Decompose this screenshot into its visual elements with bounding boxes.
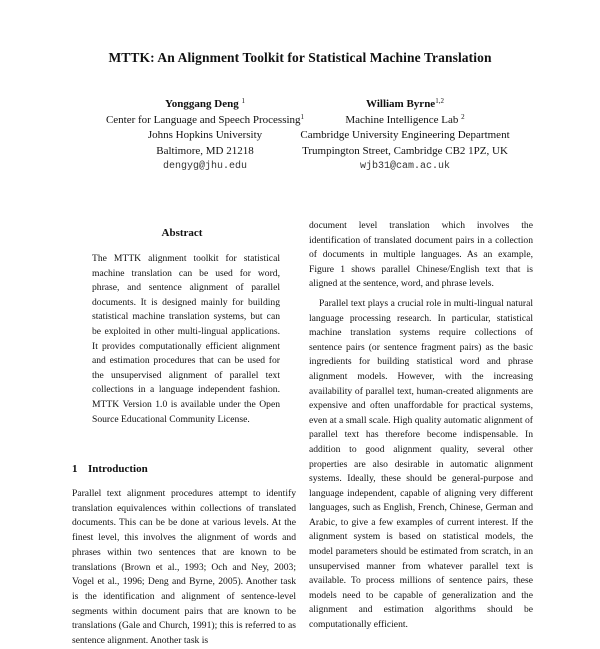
affiliation-superscript: 2 bbox=[461, 112, 465, 121]
section-number: 1 bbox=[72, 463, 78, 475]
author-affiliation: Center for Language and Speech Processing bbox=[105, 113, 301, 126]
author-address: Trumpington Street, Cambridge CB2 1PZ, UK bbox=[302, 144, 508, 157]
right-column-paragraph-1: document level translation which involves the identification of translated document pairs in a collection of documents in multiple languages. As an example, Figure 1 shows parallel Chinese/English text that is aligned at the sentence, word, and phrase levels. bbox=[309, 220, 533, 290]
author-superscript: 1,2 bbox=[435, 97, 444, 105]
author-email[interactable]: wjb31@cam.ac.uk bbox=[359, 161, 450, 172]
paper-title: MTTK: An Alignment Toolkit for Statistical Machine Translation bbox=[108, 50, 492, 65]
author-superscript: 1 bbox=[241, 97, 245, 105]
author-address: Baltimore, MD 21218 bbox=[156, 144, 254, 157]
section-heading-introduction bbox=[72, 463, 148, 475]
author-block-byrne bbox=[285, 97, 525, 175]
author-name: Yonggang Deng bbox=[165, 98, 239, 110]
introduction-text bbox=[72, 487, 296, 647]
abstract-paragraph: The MTTK alignment toolkit for statistical machine translation can be used for word, phrase, and sentence alignment of parallel documents. It is designed mainly for building statistical machine translation systems, but can be exploited in other multi-lingual applications. It provides computationally efficient alignment and estimation procedures that can be used for the unsupervised alignment of parallel text collections in a language independent fashion. MTTK Version 1.0 is available under the Open Source Educational Community License. bbox=[92, 253, 280, 425]
author-institution: Johns Hopkins University bbox=[147, 129, 263, 141]
section-title: Introduction bbox=[88, 463, 148, 475]
introduction-paragraph: Parallel text alignment procedures attempt to identify translation equivalences within collections of translated documents. This can be be done at various levels. At the finest level, this involves the alignment of words and phrases within two sentences that are known to be translations (Brown et al., 1993; Och and Ney, 2003; Vogel et al., 1996; Deng and Byrne, 2005). Another task is the identification and alignment of sentence-level segments within document pairs that are known to be translations (Gale and Church, 1991); this is referred to as sentence alignment. Another task is bbox=[72, 488, 296, 647]
author-affiliation: Machine Intelligence Lab bbox=[345, 113, 459, 126]
abstract-heading: Abstract bbox=[161, 227, 203, 239]
right-column-paragraph-2: Parallel text plays a crucial role in multi-lingual natural language processing research. In particular, statistical machine translation systems require collections of sentence pairs (or sentence fragment pairs) as the basic ingredients for building statistical word and phrase alignment models. However, with the increasing availability of parallel text, human-created alignments are expensive and often unaffordable for practical systems, even at a small scale. High quality automatic alignment of parallel text has therefore become indispensable. In addition to good alignment quality, several other properties are also desirable in automatic alignment systems. Ideally, these should be general-purpose and language independent, capable of aligning very different languages, such as English, French, Chinese, German and Arabic, to give a few examples of current interest. If the alignment system is based on statistical models, the model parameters should be estimated from scratch, in an unsupervised manner from whatever parallel text is available. To process millions of sentence pairs, these models need to be capable of generalization and the alignment and estimation algorithms should be computationally efficient. bbox=[309, 297, 533, 631]
right-column-text bbox=[309, 219, 533, 631]
author-email[interactable]: dengyg@jhu.edu bbox=[162, 161, 247, 172]
author-institution: Cambridge University Engineering Department bbox=[300, 129, 510, 141]
author-name: William Byrne bbox=[366, 98, 436, 110]
affiliation-superscript: 1 bbox=[300, 112, 305, 121]
abstract-text bbox=[92, 252, 280, 427]
